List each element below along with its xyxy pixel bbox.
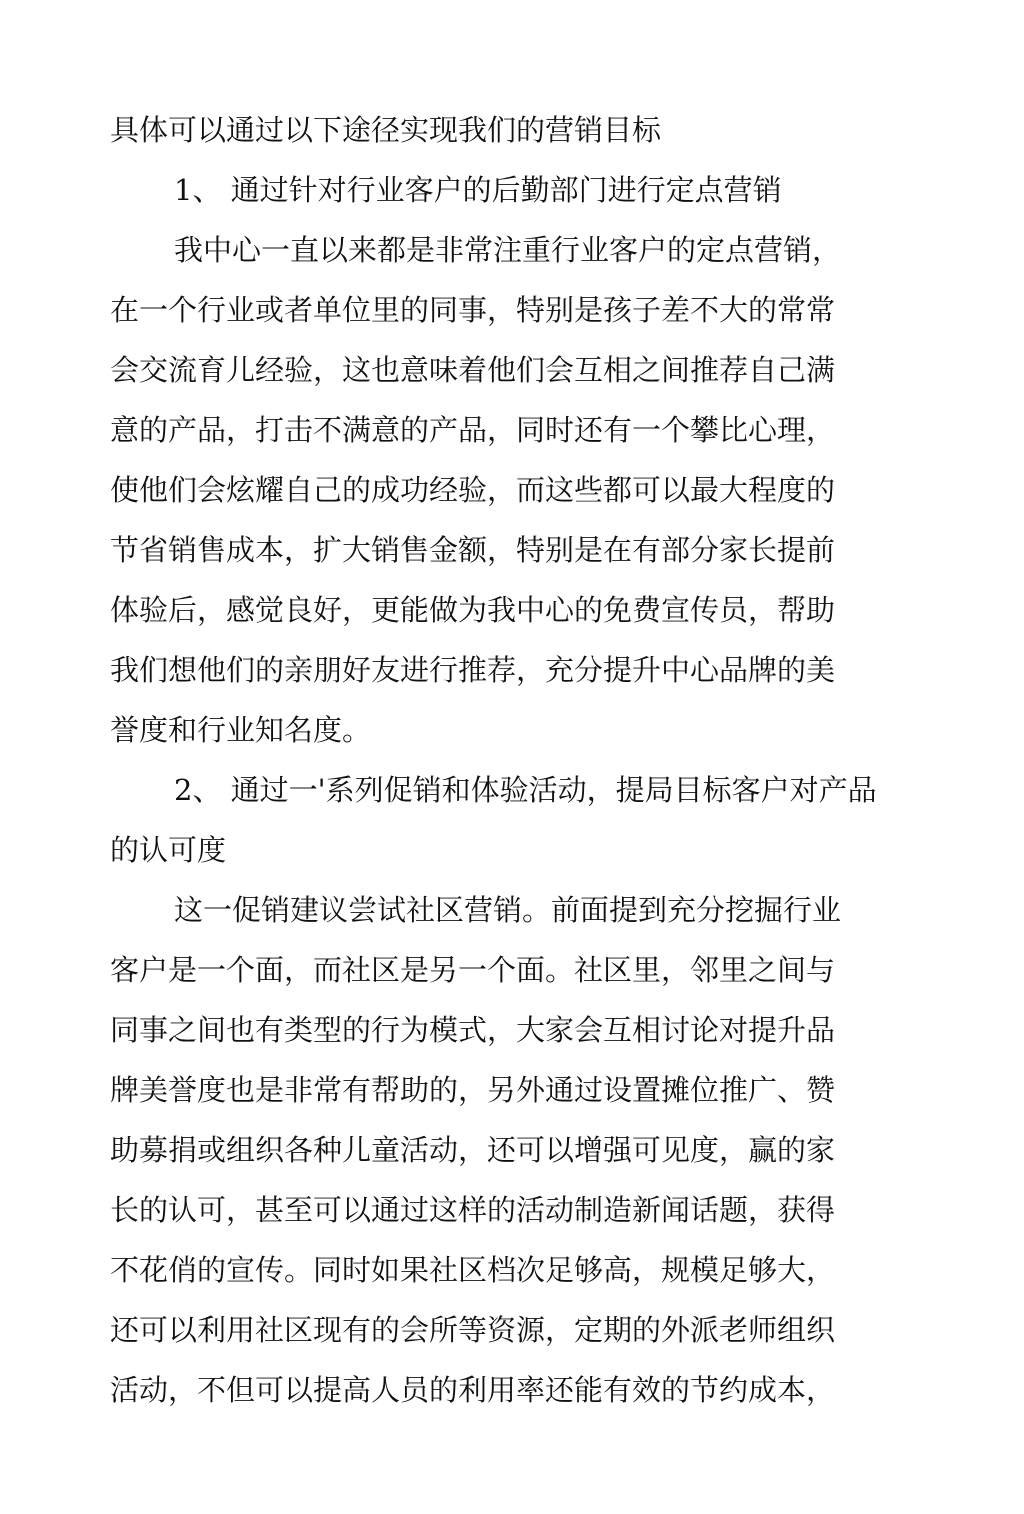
- text-line: 我中心一直以来都是非常注重行业客户的定点营销，: [174, 233, 842, 267]
- text-line: 牌美誉度也是非常有帮助的，另外通过设置摊位推广、赞: [110, 1073, 836, 1107]
- text-line: 在一个行业或者单位里的同事，特别是孩子差不大的常常: [110, 293, 836, 327]
- section-heading-1: 1、 通过针对行业客户的后勤部门进行定点营销: [174, 173, 782, 207]
- text-line: 誉度和行业知名度。: [110, 713, 372, 747]
- text-line: 客户是一个面，而社区是另一个面。社区里，邻里之间与: [110, 953, 836, 987]
- text-line: 意的产品，打击不满意的产品，同时还有一个攀比心理，: [110, 413, 836, 447]
- text-line: 长的认可，甚至可以通过这样的活动制造新闻话题，获得: [110, 1193, 836, 1227]
- text-line: 活动，不但可以提高人员的利用率还能有效的节约成本，: [110, 1373, 836, 1407]
- text-line: 同事之间也有类型的行为模式，大家会互相讨论对提升品: [110, 1013, 836, 1047]
- text-line: 还可以利用社区现有的会所等资源，定期的外派老师组织: [110, 1313, 836, 1347]
- text-line: 具体可以通过以下途径实现我们的营销目标: [110, 113, 662, 147]
- text-line: 使他们会炫耀自己的成功经验，而这些都可以最大程度的: [110, 473, 836, 507]
- text-line: 助募捐或组织各种儿童活动，还可以增强可见度，赢的家: [110, 1133, 836, 1167]
- text-line: 会交流育儿经验，这也意味着他们会互相之间推荐自己满: [110, 353, 836, 387]
- text-line: 的认可度: [110, 833, 227, 867]
- text-line: 体验后，感觉良好，更能做为我中心的免费宣传员，帮助: [110, 593, 836, 627]
- text-line: 这一促销建议尝试社区营销。前面提到充分挖掘行业: [174, 893, 842, 927]
- text-line: 节省销售成本，扩大销售金额，特别是在有部分家长提前: [110, 533, 836, 567]
- section-heading-2: 2、 通过一'系列促销和体验活动，提局目标客户对产品: [174, 773, 877, 807]
- text-line: 不花俏的宣传。同时如果社区档次足够高，规模足够大，: [110, 1253, 836, 1287]
- text-line: 我们想他们的亲朋好友进行推荐，充分提升中心品牌的美: [110, 653, 836, 687]
